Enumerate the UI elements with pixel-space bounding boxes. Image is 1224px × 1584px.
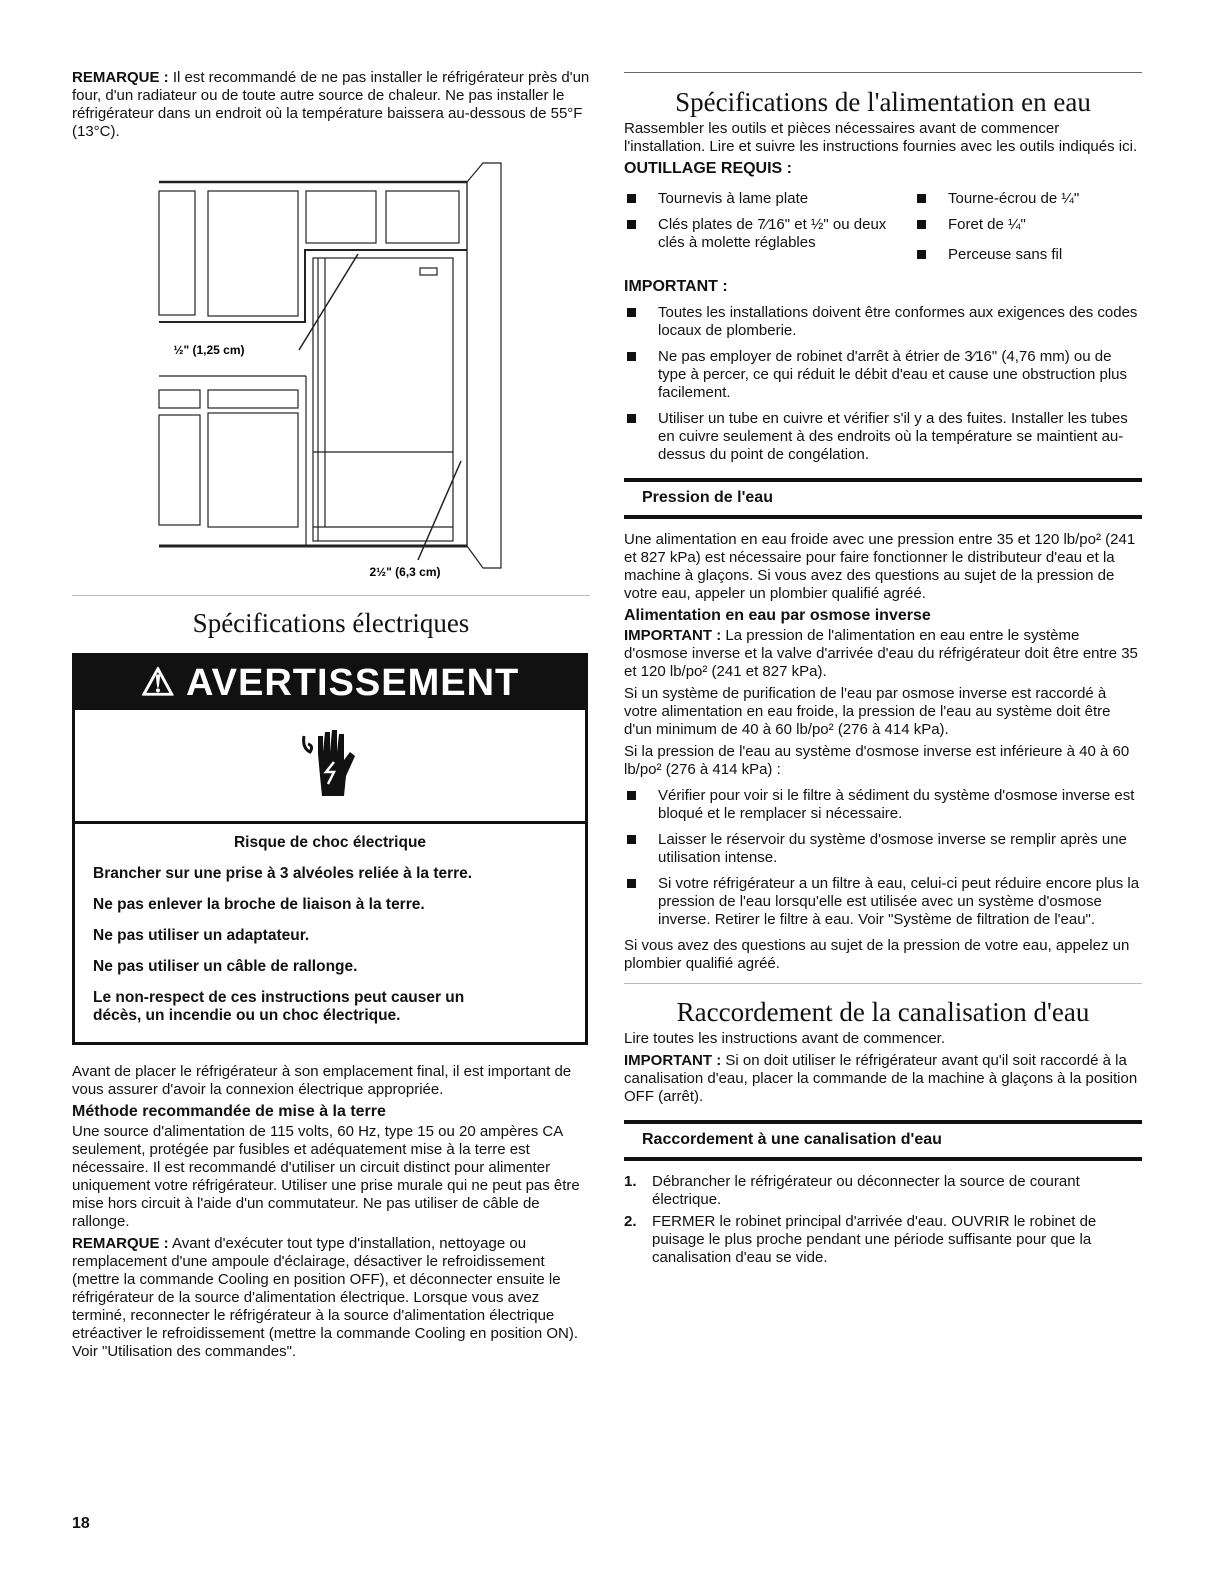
warning-triangle-icon: ⚠: [140, 662, 176, 704]
divider: [624, 983, 1142, 984]
bullet-icon: [627, 352, 636, 361]
bullet-icon: [627, 308, 636, 317]
tool-item: Tourne-écrou de ¼": [948, 190, 1080, 207]
warning-line: Ne pas enlever la broche de liaison à la terre.: [93, 896, 425, 913]
bullet-icon: [917, 250, 926, 259]
warning-header: [75, 656, 585, 710]
bullet-icon: [627, 414, 636, 423]
paragraph: La pression de l'alimentation en eau entre le système d'osmose inverse et la valve d'arrivée d'eau du réfrigérateur doit être entre 35 et 120 lb/po² (241 et 827 kPa).: [624, 627, 1138, 680]
ro-item: Si votre réfrigérateur a un filtre à eau, celui-ci peut réduire encore plus la pression de l'eau lorsqu'elle est utilisée avec un système d'osmose inverse. Retirer le filtre à eau. Voir "Système de filtration de l'eau".: [658, 875, 1140, 928]
paragraph: Si un système de purification de l'eau par osmose inverse est raccordé à votre alimentation en eau froide, la pression de l'eau au système doit être d'un minimum de 40 à 60 lb/po² (276 à 414 kPa).: [624, 685, 1111, 738]
ro-item: Laisser le réservoir du système d'osmose inverse se remplir après une utilisation intense.: [658, 831, 1127, 866]
important-heading: IMPORTANT :: [624, 278, 728, 295]
warning-line: Ne pas utiliser un adaptateur.: [93, 927, 310, 944]
important-label: IMPORTANT :: [624, 1052, 722, 1069]
bullet-icon: [627, 791, 636, 800]
warning-line: Brancher sur une prise à 3 alvéoles reliée à la terre.: [93, 865, 473, 882]
step-number: 2.: [624, 1213, 637, 1230]
bullet-icon: [627, 879, 636, 888]
paragraph: Une alimentation en eau froide avec une pression entre 35 et 120 lb/po² (241 et 827 kPa) est nécessaire pour faire fonctionner le distributeur d'eau et la machine à glaçons. Si vous avez des questions au sujet de la pression de votre eau, appeler un plombier qualifié agréé.: [624, 531, 1136, 602]
bullet-icon: [627, 220, 636, 229]
step-number: 1.: [624, 1173, 637, 1190]
gap-top-label: ½" (1,25 cm): [173, 343, 245, 357]
bullet-icon: [917, 194, 926, 203]
bullet-icon: [627, 835, 636, 844]
subheading-pressure: Pression de l'eau: [624, 478, 1142, 519]
subheading-connection: Raccordement à une canalisation d'eau: [624, 1120, 1142, 1161]
gap-bottom-label: 2½" (6,3 cm): [369, 565, 441, 579]
tools-heading: OUTILLAGE REQUIS :: [624, 160, 792, 177]
important-item: Ne pas employer de robinet d'arrêt à étrier de 3⁄16" (4,76 mm) ou de type à percer, ce qui réduit le débit d'eau et cause une obstruction plus facilement.: [658, 348, 1127, 401]
ro-item: Vérifier pour voir si le filtre à sédiment du système d'osmose inverse est bloqué et le remplacer si nécessaire.: [658, 787, 1135, 822]
divider: [624, 72, 1142, 73]
step-text: Débrancher le réfrigérateur ou déconnecter la source de courant électrique.: [652, 1173, 1080, 1208]
tool-item: Clés plates de 7⁄16" et ½" ou deux clés à molette réglables: [658, 216, 887, 251]
note-text: Il est recommandé de ne pas installer le réfrigérateur près d'un four, d'un radiateur ou de toute autre source de chaleur. Ne pas installer le réfrigérateur dans un endroit où la température baissera au-dessous de 55°F (13°C).: [72, 69, 590, 140]
paragraph: Rassembler les outils et pièces nécessaires avant de commencer l'installation. Lire et suivre les instructions fournies avec les outils indiqués ici.: [624, 120, 1138, 155]
note-label: REMARQUE :: [72, 1235, 169, 1252]
paragraph: Si la pression de l'eau au système d'osmose inverse est inférieure à 40 à 60 lb/po² (276 à 414 kPa) :: [624, 743, 1130, 778]
tool-item: Perceuse sans fil: [948, 246, 1063, 263]
paragraph: Lire toutes les instructions avant de commencer.: [624, 1030, 945, 1047]
tool-item: Foret de ¼": [948, 216, 1026, 233]
electric-shock-hand-icon: [75, 710, 585, 824]
note-label: REMARQUE :: [72, 69, 169, 86]
ro-heading: Alimentation en eau par osmose inverse: [624, 607, 931, 624]
bullet-icon: [917, 220, 926, 229]
paragraph: Une source d'alimentation de 115 volts, 60 Hz, type 15 ou 20 ampères CA seulement, protégée par fusibles et adéquatement mise à la terre est nécessaire. Il est recommandé d'utiliser un circuit distinct pour alimenter uniquement votre réfrigérateur. Utiliser une prise murale qui ne peut pas être mise hors circuit à l'aide d'un commutateur. Ne pas utiliser de câble de rallonge.: [72, 1123, 580, 1230]
paragraph: Si vous avez des questions au sujet de la pression de votre eau, appelez un plombier qualifié agréé.: [624, 937, 1130, 972]
section-heading-water: Spécifications de l'alimentation en eau: [675, 87, 1091, 117]
important-item: Toutes les installations doivent être conformes aux exigences des codes locaux de plomberie.: [658, 304, 1138, 339]
step-text: FERMER le robinet principal d'arrivée d'eau. OUVRIR le robinet de puisage le plus proche pendant une période suffisante pour que la canalisation d'eau se vide.: [652, 1213, 1097, 1266]
page-number: 18: [72, 1515, 90, 1532]
warning-box: [72, 653, 588, 1045]
note-text: Avant d'exécuter tout type d'installation, nettoyage ou remplacement d'une ampoule d'éclairage, désactiver le refroidissement (mettre la commande Cooling en position OFF), et déconnecter ensuite le réfrigérateur de la source d'alimentation électrique. Lorsque vous avez terminé, reconnecter le réfrigérateur à la source d'alimentation électrique etréactiver le refroidissement (mettre la commande Cooling en position ON). Voir "Utilisation des commandes".: [72, 1235, 579, 1360]
important-label: IMPORTANT :: [624, 627, 722, 644]
bullet-icon: [627, 194, 636, 203]
section-heading-connection: Raccordement de la canalisation d'eau: [676, 997, 1090, 1027]
warning-title: AVERTISSEMENT: [186, 662, 520, 704]
tool-item: Tournevis à lame plate: [658, 190, 809, 207]
warning-line: Le non-respect de ces instructions peut causer un décès, un incendie ou un choc électrique.: [93, 989, 465, 1024]
warning-line: Ne pas utiliser un câble de rallonge.: [93, 958, 358, 975]
important-item: Utiliser un tube en cuivre et vérifier s'il y a des fuites. Installer les tubes en cuivre seulement à des endroits où la température se maintient au-dessus du point de congélation.: [658, 410, 1128, 463]
section-heading-electrical: Spécifications électriques: [192, 608, 470, 638]
divider: [72, 595, 590, 596]
paragraph: Si on doit utiliser le réfrigérateur avant qu'il soit raccordé à la canalisation d'eau, placer la commande de la machine à glaçons à la position OFF (arrêt).: [624, 1052, 1138, 1105]
paragraph: Avant de placer le réfrigérateur à son emplacement final, il est important de vous assurer d'avoir la connexion électrique appropriée.: [72, 1063, 572, 1098]
warning-subtitle: Risque de choc électrique: [233, 834, 427, 851]
grounding-heading: Méthode recommandée de mise à la terre: [72, 1103, 386, 1120]
